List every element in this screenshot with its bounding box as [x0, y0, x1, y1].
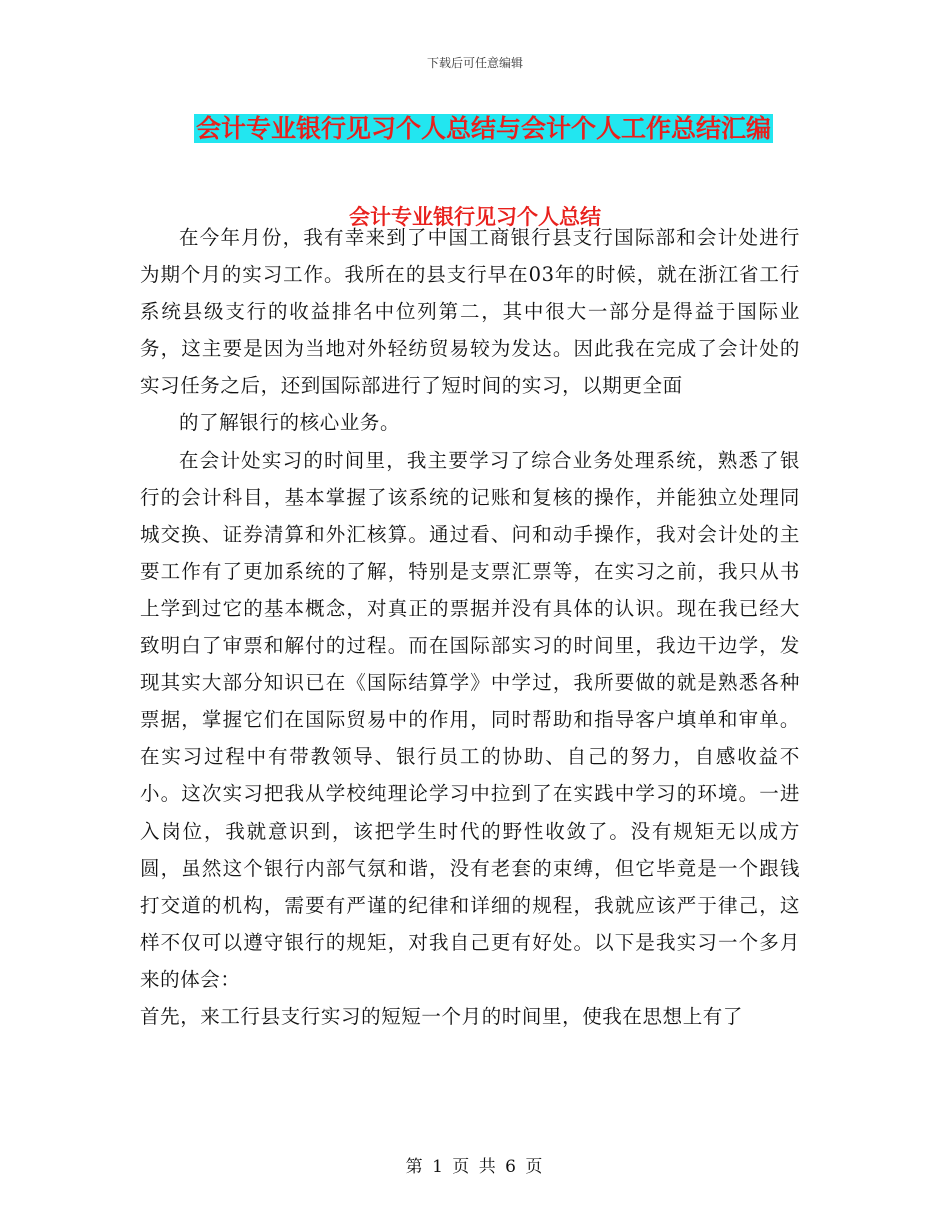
paragraph-2: 的了解银行的核心业务。 [179, 411, 401, 435]
paragraph-3: 在会计处实习的时间里，我主要学习了综合业务处理系统，熟悉了银行的会计科目，基本掌握了该系统的记账和复核的操作，并能独立处理同城交换、证券清算和外汇核算。通过看、问和动手操作，我对会计处的主要工作有了更加系统的了解，特别是支票汇票等，在实习之前，我只从书上学到过它的基本概念，对真正的票据并没有具体的认识。现在我已经大致明白了审票和解付的过程。而在国际部实习的时间里，我边干边学，发现其实大部分知识已在《国际结算学》中学过，我所要做的就是熟悉各种票据，掌握它们在国际贸易中的作用，同时帮助和指导客户填单和审单。在实习过程中有带教领导、银行员工的协助、自己的努力，自感收益不小。这次实习把我从学校纯理论学习中拉到了在实践中学习的环境。一进入岗位，我就意识到，该把学生时代的野性收敛了。没有规矩无以成方圆，虽然这个银行内部气氛和谐，没有老套的束缚，但它毕竟是一个跟钱打交道的机构，需要有严谨的纪律和详细的规程，我就应该严于律己，这样不仅可以遵守银行的规矩，对我自己更有好处。以下是我实习一个多月来的体会： [140, 448, 800, 991]
page-footer: 第 1 页 共 6 页 [405, 1157, 545, 1177]
section-title: 会计专业银行见习个人总结 [349, 204, 601, 229]
document-title [192, 112, 773, 146]
paragraph-4: 首先，来工行县支行实习的短短一个月的时间里，使我在思想上有了 [140, 1004, 744, 1028]
header-note: 下载后可任意编辑 [426, 56, 523, 70]
paragraph-1: 在今年月份，我有幸来到了中国工商银行县支行国际部和会计处进行为期个月的实习工作。我所在的县支行早在03年的时候，就在浙江省工行系统县级支行的收益排名中位列第二，其中很大一部分是得益于国际业务，这主要是因为当地对外轻纺贸易较为发达。因此我在完成了会计处的实习任务之后，还到国际部进行了短时间的实习，以期更全面 [140, 226, 800, 398]
body-text [140, 219, 800, 1035]
document-title-text: 会计专业银行见习个人总结与会计个人工作总结汇编 [196, 114, 772, 143]
